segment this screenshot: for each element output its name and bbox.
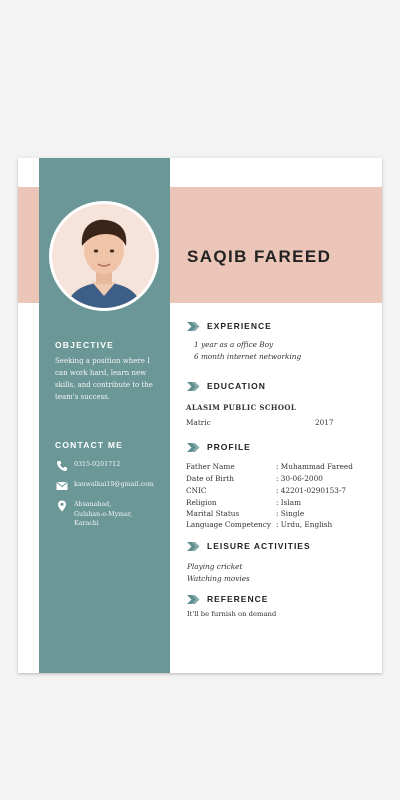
- candidate-name: SAQIB FAREED: [187, 247, 332, 266]
- contact-address: [56, 500, 166, 529]
- chevron-arrow-icon: [187, 322, 201, 331]
- experience-heading: [187, 321, 272, 331]
- reference-text: It'll be furnish on demand: [187, 610, 277, 618]
- address-line-2: Gulshan-e-Mymar,: [74, 510, 133, 518]
- profile-row: CNIC : 42201-0290153-7: [186, 486, 347, 495]
- profile-photo: [49, 201, 159, 311]
- leisure-item: Playing cricket: [187, 562, 243, 571]
- leisure-heading: [187, 541, 311, 551]
- chevron-arrow-icon: [187, 542, 201, 551]
- contact-email: [56, 480, 166, 492]
- education-level: Matric: [186, 418, 211, 427]
- location-pin-icon: [56, 500, 68, 512]
- objective-heading: OBJECTIVE: [55, 340, 114, 350]
- envelope-icon: [56, 480, 68, 492]
- profile-row: Language Competency : Urdu, English: [186, 520, 333, 529]
- profile-heading-label: PROFILE: [207, 442, 251, 452]
- chevron-arrow-icon: [187, 595, 201, 604]
- email-text: kanwalkai19@gmail.com: [74, 481, 154, 488]
- experience-item: 1 year as a office Boy: [194, 340, 274, 349]
- experience-item: 6 month internet networking: [194, 352, 302, 361]
- contact-heading: CONTACT ME: [55, 440, 124, 450]
- profile-row: Marital Status : Single: [186, 509, 305, 518]
- leisure-heading-label: LEISURE ACTIVITIES: [207, 541, 311, 551]
- phone-text: 0315-0201712: [74, 461, 121, 468]
- leisure-item: Watching movies: [187, 574, 250, 583]
- resume-page: [18, 158, 382, 673]
- reference-heading: [187, 594, 268, 604]
- profile-row: Religion : Islam: [186, 498, 302, 507]
- education-heading-label: EDUCATION: [207, 381, 266, 391]
- address-text: [74, 500, 132, 529]
- contact-phone: [56, 460, 166, 472]
- experience-heading-label: EXPERIENCE: [207, 321, 272, 331]
- school-name: ALASIM PUBLIC SCHOOL: [186, 403, 297, 412]
- profile-row: Date of Birth : 30-06-2000: [186, 474, 323, 483]
- chevron-arrow-icon: [187, 443, 201, 452]
- profile-row: Father Name : Muhammad Fareed: [186, 462, 353, 471]
- phone-icon: [56, 460, 68, 472]
- objective-text: Seeking a position where I can work hard, learn new skills, and contribute to the team's success.: [55, 357, 153, 401]
- reference-heading-label: REFERENCE: [207, 594, 269, 604]
- chevron-arrow-icon: [187, 382, 201, 391]
- education-heading: [187, 381, 266, 391]
- education-year: 2017: [315, 418, 334, 427]
- profile-heading: [187, 442, 251, 452]
- address-line-3: Karachi: [74, 520, 99, 527]
- avatar: [52, 204, 156, 308]
- address-line-1: Ahsanabad,: [74, 501, 112, 508]
